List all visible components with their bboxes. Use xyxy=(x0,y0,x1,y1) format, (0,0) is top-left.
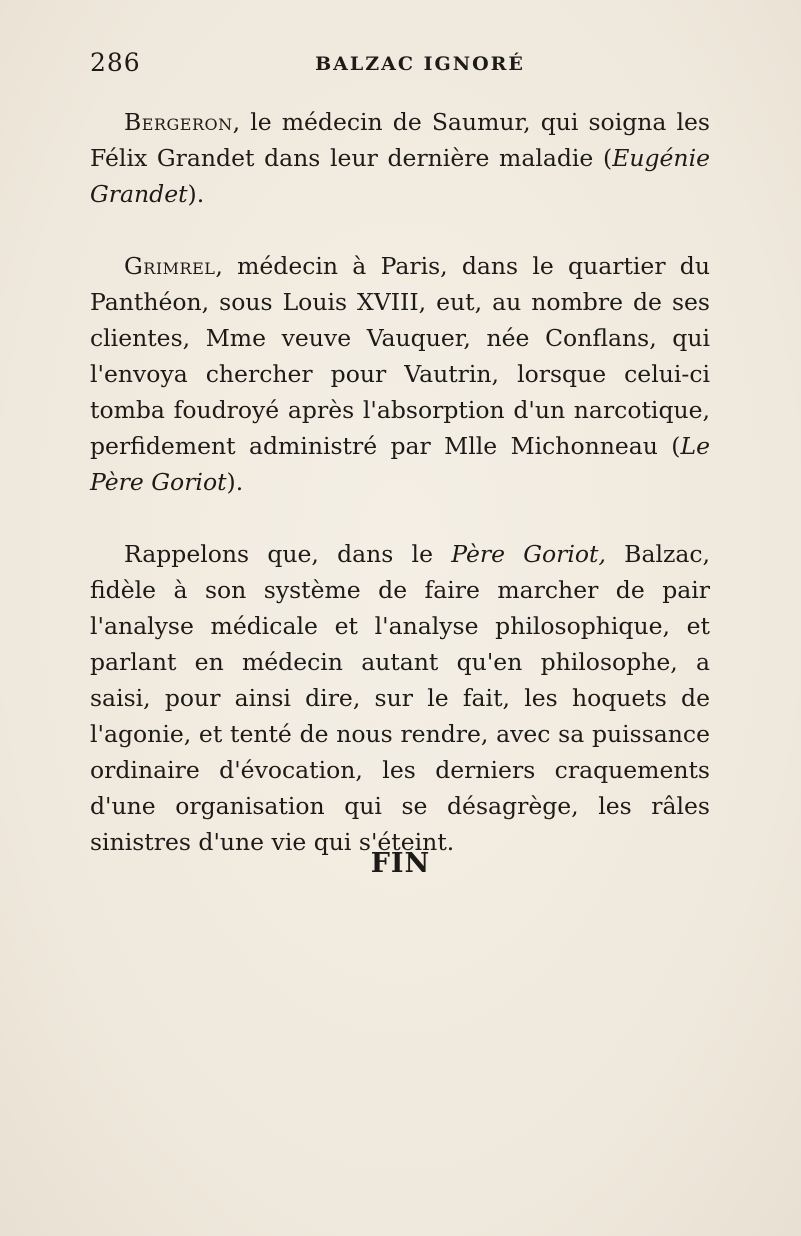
paragraph-rappelons xyxy=(90,536,710,860)
entry-name: Bergeron xyxy=(124,108,233,136)
work-title: Eugénie Grandet xyxy=(90,144,710,208)
paragraph-bergeron xyxy=(90,104,710,212)
paragraph-text: , le médecin de Saumur, qui soigna les Félix Grandet dans leur dernière maladie ( xyxy=(90,108,710,172)
page-number: 286 xyxy=(90,48,141,77)
page-header xyxy=(90,48,710,88)
running-title: BALZAC IGNORÉ xyxy=(315,53,525,75)
paragraph-text: Balzac, fidèle à son système de faire marcher de pair l'analyse médicale et l'analyse philosophique, et parlant en médecin autant qu'en philosophe, a saisi, pour ainsi dire, sur le fait, les hoquets de l'agonie, et tenté de nous rendre, avec sa puissance ordinaire d'évocation, les derniers craquements d'une organisation qui se désagrège, les râles sinistres d'une vie qui s'éteint. xyxy=(90,540,711,856)
fin-label: FIN xyxy=(370,848,431,879)
work-title: Le Père Goriot xyxy=(90,432,710,496)
paragraph-text: Rappelons que, dans le xyxy=(124,540,452,568)
paragraph-text: , médecin à Paris, dans le quartier du Panthéon, sous Louis XVIII, eut, au nombre de ses clientes, Mme veuve Vauquer, née Conflans, qui l'envoya chercher pour Vautrin, lorsque celui-ci tomba foudroyé après l'absorption d'un narcotique, perfidement administré par Mlle Michonneau ( xyxy=(90,252,710,460)
work-title: Père Goriot, xyxy=(451,540,606,568)
paragraph-grimrel xyxy=(90,248,710,500)
paragraph-text: ). xyxy=(187,180,205,208)
entry-name: Grimrel xyxy=(124,252,216,280)
body-text xyxy=(90,104,710,860)
paragraph-text: ). xyxy=(226,468,244,496)
